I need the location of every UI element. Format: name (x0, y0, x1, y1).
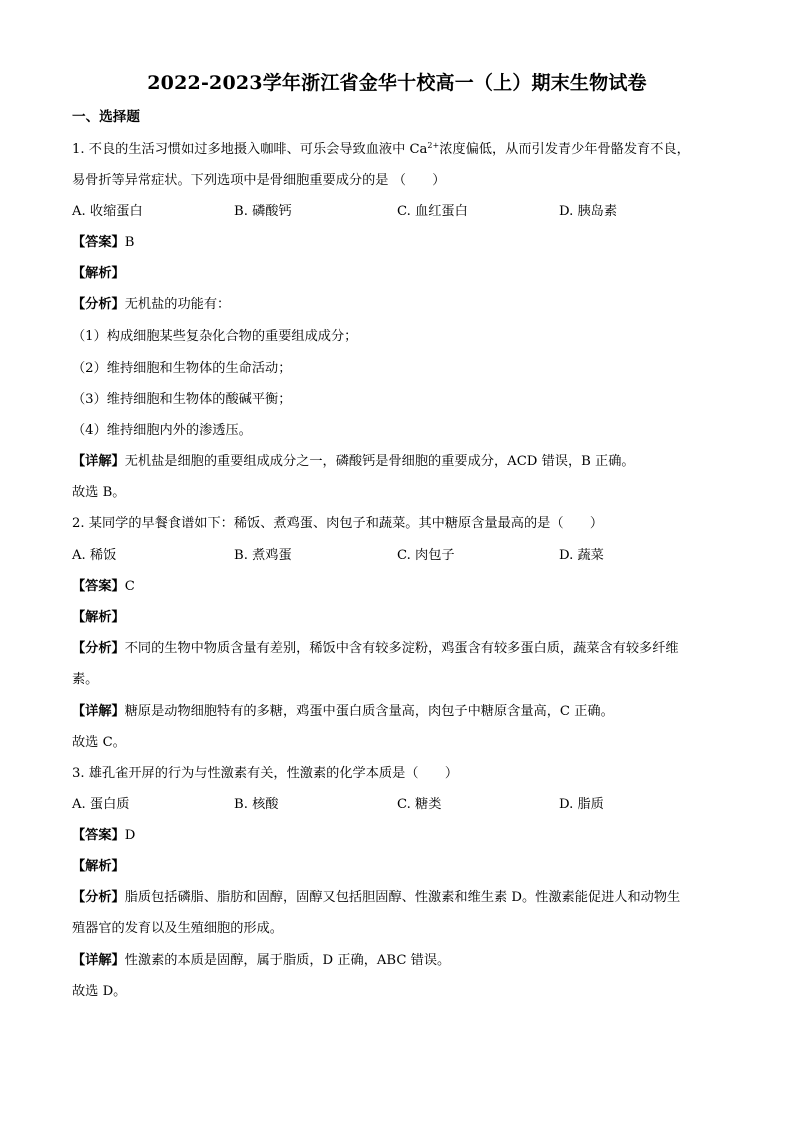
analysis-head-tag: 【分析】 (72, 890, 125, 905)
question-2-answer (72, 578, 135, 596)
detail-tag: 【详解】 (72, 704, 125, 719)
analysis-text: 不同的生物中物质含量有差别，稀饭中含有较多淀粉，鸡蛋含有较多蛋白质，蔬菜含有较多纤维 (124, 641, 679, 656)
detail-tag: 【详解】 (72, 953, 125, 968)
answer-value: C (124, 579, 135, 594)
question-2-stem: 2. 某同学的早餐食谱如下：稀饭、煮鸡蛋、肉包子和蔬菜。其中糖原含量最高的是（ ） (72, 516, 604, 531)
question-1-answer (72, 234, 134, 252)
question-3-option-b: B. 核酸 (234, 797, 279, 812)
question-3-option-a: A. 蛋白质 (72, 797, 130, 812)
analysis-text: 脂质包括磷脂、脂肪和固醇，固醇又包括胆固醇、性激素和维生素 D。性激素能促进人和动物生 (124, 890, 681, 905)
question-3-analysis-line-2: 殖器官的发育以及生殖细胞的形成。 (72, 921, 283, 936)
question-3-conclusion: 故选 D。 (72, 984, 127, 999)
question-1-analysis-head (72, 296, 230, 314)
document-title: 2022-2023学年浙江省金华十校高一（上）期末生物试卷 (147, 72, 647, 94)
question-1-conclusion: 故选 B。 (72, 485, 126, 500)
question-1-option-b: B. 磷酸钙 (234, 204, 292, 219)
question-2-option-a: A. 稀饭 (72, 548, 117, 563)
section-heading: 一、选择题 (72, 109, 140, 125)
answer-tag: 【答案】 (72, 235, 125, 250)
analysis-head-tag: 【分析】 (72, 641, 125, 656)
detail-tag: 【详解】 (72, 454, 125, 469)
question-1-stem-line-2: 易骨折等异常症状。下列选项中是骨细胞重要成分的是 （ ） (72, 173, 446, 188)
question-1-superscript: 2+ (427, 141, 440, 150)
question-3-answer (72, 827, 135, 845)
question-2-analysis-line-2: 素。 (72, 672, 99, 687)
question-1-stem-text: 1. 不良的生活习惯如过多地摄入咖啡、可乐会导致血液中 Ca (72, 142, 428, 157)
answer-value: B (124, 235, 135, 250)
question-2-conclusion: 故选 C。 (72, 735, 126, 750)
question-3-analysis-tag: 【解析】 (72, 859, 125, 874)
answer-tag: 【答案】 (72, 579, 125, 594)
question-2-option-b: B. 煮鸡蛋 (234, 548, 292, 563)
question-1-stem-text-cont: 浓度偏低，从而引发青少年骨骼发育不良， (439, 142, 690, 157)
question-2-analysis-tag: 【解析】 (72, 610, 125, 625)
question-1-point-3: （3）维持细胞和生物体的酸碱平衡； (72, 392, 292, 407)
question-1-point-1: （1）构成细胞某些复杂化合物的重要组成成分； (72, 329, 358, 344)
question-2-analysis-line-1 (72, 640, 679, 658)
analysis-head-text: 无机盐的功能有： (124, 297, 231, 312)
answer-value: D (124, 828, 136, 843)
question-3-option-d: D. 脂质 (559, 797, 604, 812)
question-1-detail (72, 453, 635, 471)
detail-text: 性激素的本质是固醇，属于脂质，D 正确，ABC 错误。 (124, 953, 451, 968)
question-1-point-4: （4）维持细胞内外的渗透压。 (72, 423, 252, 438)
question-1-stem-line-1 (72, 141, 690, 159)
analysis-head-tag: 【分析】 (72, 297, 125, 312)
question-1-option-d: D. 胰岛素 (559, 204, 618, 219)
question-2-option-c: C. 肉包子 (397, 548, 455, 563)
question-2-detail (72, 703, 614, 721)
question-1-option-a: A. 收缩蛋白 (72, 204, 143, 219)
question-1-option-c: C. 血红蛋白 (397, 204, 468, 219)
question-3-detail (72, 952, 450, 970)
question-1-analysis-tag: 【解析】 (72, 266, 125, 281)
detail-text: 糖原是动物细胞特有的多糖，鸡蛋中蛋白质含量高，肉包子中糖原含量高，C 正确。 (124, 704, 614, 719)
answer-tag: 【答案】 (72, 828, 125, 843)
question-2-option-d: D. 蔬菜 (559, 548, 604, 563)
question-3-stem: 3. 雄孔雀开屏的行为与性激素有关，性激素的化学本质是（ ） (72, 766, 459, 781)
question-1-point-2: （2）维持细胞和生物体的生命活动； (72, 361, 292, 376)
detail-text: 无机盐是细胞的重要组成成分之一，磷酸钙是骨细胞的重要成分，ACD 错误，B 正确。 (124, 454, 635, 469)
question-3-option-c: C. 糖类 (397, 797, 442, 812)
question-3-analysis-line-1 (72, 889, 680, 907)
